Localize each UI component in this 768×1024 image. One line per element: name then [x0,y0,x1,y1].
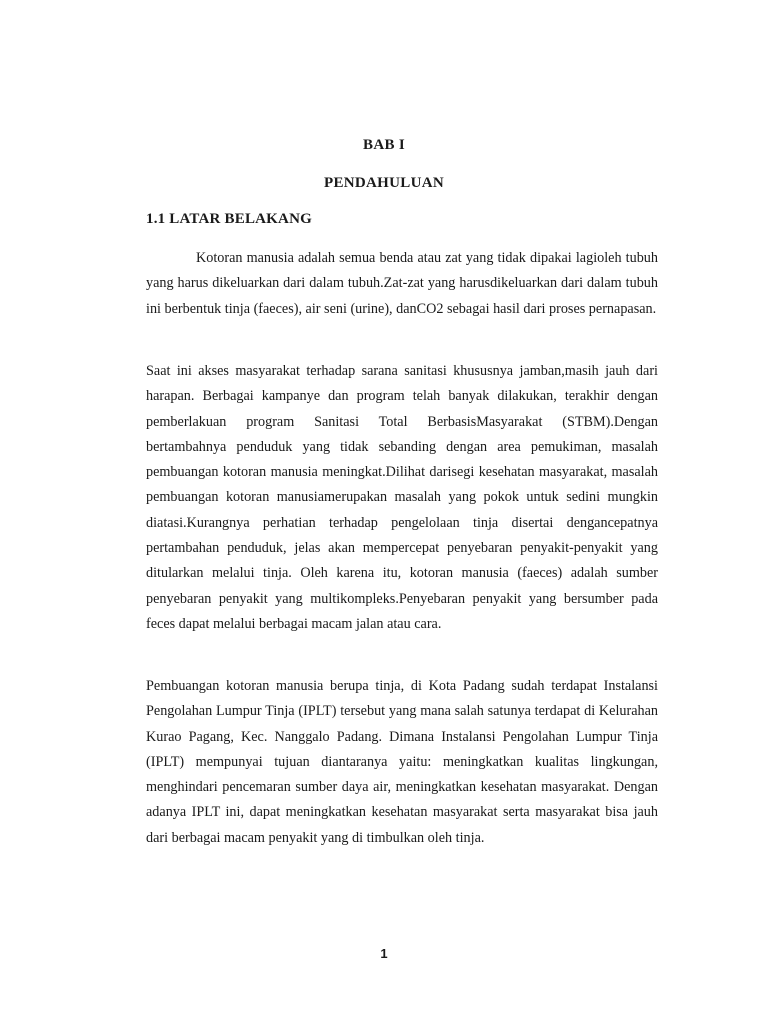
section-title: 1.1 LATAR BELAKANG [146,211,312,227]
chapter-heading: BAB I [363,137,405,153]
paragraph-3: Pembuangan kotoran manusia berupa tinja, di Kota Padang sudah terdapat Instalansi Pengolahan Lumpur Tinja (IPLT) tersebut yang mana salah satunya terdapat di Kelurahan Kurao Pagang, Kec. Nanggalo Padang. Dimana Instalansi Pengolahan Lumpur Tinja (IPLT) mempunyai tujuan diantaranya yaitu: meningkatkan kualitas lingkungan, menghindari pencemaran sumber daya air, meningkatkan kesehatan masyarakat. Dengan adanya IPLT ini, dapat meningkatkan kesehatan masyarakat serta masyarakat bisa jauh dari berbagai macam penyakit yang di timbulkan oleh tinja. [146,678,658,846]
paragraph-2: Saat ini akses masyarakat terhadap sarana sanitasi khususnya jamban,masih jauh dari harapan. Berbagai kampanye dan program telah banyak dilakukan, terakhir dengan pemberlakuan program Sanitasi Total BerbasisMasyarakat (STBM).Dengan bertambahnya penduduk yang tidak sebanding dengan area pemukiman, masalah pembuangan kotoran manusia meningkat.Dilihat darisegi kesehatan masyarakat, masalah pembuangan kotoran manusiamerupakan masalah yang pokok untuk sedini mungkin diatasi.Kurangnya perhatian terhadap pengelolaan tinja disertai dengancepatnya pertambahan penduduk, jelas akan mempercepat penyebaran penyakit-penyakit yang ditularkan melalui tinja. Oleh karena itu, kotoran manusia (faeces) adalah sumber penyebaran penyakit yang multikompleks.Penyebaran penyakit yang bersumber pada feces dapat melalui berbagai macam jalan atau cara. [146,363,658,632]
chapter-title: PENDAHULUAN [324,175,444,191]
page-number: 1 [380,946,388,961]
paragraph-1: Kotoran manusia adalah semua benda atau zat yang tidak dipakai lagioleh tubuh yang harus dikeluarkan dari dalam tubuh.Zat-zat yang harusdikeluarkan dari dalam tubuh ini berbentuk tinja (faeces), air seni (urine), danCO2 sebagai hasil dari proses pernapasan. [146,250,658,317]
